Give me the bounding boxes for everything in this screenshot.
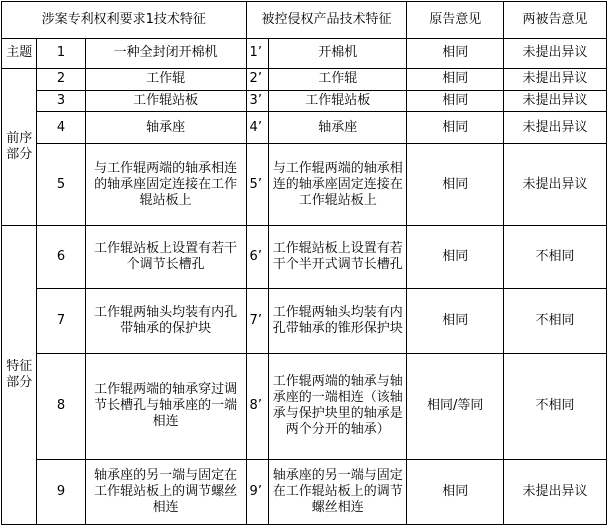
accused-feature: 工作辊两轴头均装有内孔带轴承的锥形保护块: [269, 288, 407, 353]
plaintiff-opinion: 相同: [407, 69, 504, 90]
accused-number: 2’: [246, 69, 269, 90]
claim-feature: 与工作辊两端的轴承相连的轴承座固定连接在工作辊站板上: [85, 144, 246, 225]
plaintiff-opinion: 相同: [407, 459, 504, 524]
accused-number: 8’: [246, 353, 269, 459]
claim-number: 6: [37, 225, 85, 288]
accused-feature: 工作辊两端的轴承与轴承座的一端相连（该轴承与保护块里的轴承是两个分开的轴承）: [269, 353, 407, 459]
claim-feature: 工作辊: [85, 69, 246, 90]
defendants-opinion: 未提出异议: [503, 38, 606, 69]
section-characterizing-line1: 特征: [6, 358, 33, 374]
section-characterizing-line2: 部分: [6, 374, 33, 390]
claim-feature: 工作辊两端的轴承穿过调节长槽孔与轴承座的一端相连: [85, 353, 246, 459]
accused-number: 4’: [246, 111, 269, 144]
accused-feature: 开棉机: [269, 38, 407, 69]
accused-feature: 工作辊站板上设置有若干个半开式调节长槽孔: [269, 225, 407, 288]
accused-feature: 轴承座: [269, 111, 407, 144]
accused-number: 3’: [246, 90, 269, 111]
claim-number: 1: [37, 38, 85, 69]
table-row: [2, 353, 607, 459]
defendants-opinion: 未提出异议: [503, 69, 606, 90]
accused-feature: 与工作辊两端的轴承相连的轴承座固定连接在工作辊站板上: [269, 144, 407, 225]
defendants-opinion: 不相同: [503, 225, 606, 288]
header-accused-feature: 被控侵权产品技术特征: [246, 2, 407, 39]
claim-feature: 一种全封闭开棉机: [85, 38, 246, 69]
table-row: [2, 90, 607, 111]
claim-number: 4: [37, 111, 85, 144]
defendants-opinion: 不相同: [503, 353, 606, 459]
section-subject: 主题: [2, 38, 37, 69]
plaintiff-opinion: 相同: [407, 90, 504, 111]
claim-feature: 轴承座的另一端与固定在工作辊站板上的调节螺丝相连: [85, 459, 246, 524]
table-row: [2, 225, 607, 288]
header-plaintiff-opinion: 原告意见: [407, 2, 504, 39]
defendants-opinion: 未提出异议: [503, 111, 606, 144]
claim-number: 8: [37, 353, 85, 459]
defendants-opinion: 未提出异议: [503, 144, 606, 225]
plaintiff-opinion: 相同: [407, 144, 504, 225]
header-claim-feature: 涉案专利权利要求1技术特征: [2, 2, 247, 39]
plaintiff-opinion: 相同: [407, 111, 504, 144]
claim-feature: 轴承座: [85, 111, 246, 144]
accused-feature: 工作辊站板: [269, 90, 407, 111]
accused-number: 6’: [246, 225, 269, 288]
section-preamble-line2: 部分: [6, 146, 33, 162]
table-row: [2, 288, 607, 353]
table-row: [2, 69, 607, 90]
section-preamble: [2, 69, 37, 226]
section-preamble-line1: 前序: [6, 130, 33, 146]
accused-number: 7’: [246, 288, 269, 353]
table-row: [2, 111, 607, 144]
defendants-opinion: 未提出异议: [503, 90, 606, 111]
defendants-opinion: 不相同: [503, 288, 606, 353]
claim-number: 3: [37, 90, 85, 111]
accused-feature: 工作辊: [269, 69, 407, 90]
table-row: [2, 459, 607, 524]
table-row: [2, 38, 607, 69]
claim-feature: 工作辊站板: [85, 90, 246, 111]
plaintiff-opinion: 相同: [407, 288, 504, 353]
claim-feature: 工作辊站板上设置有若干个调节长槽孔: [85, 225, 246, 288]
accused-number: 9’: [246, 459, 269, 524]
table-row: [2, 144, 607, 225]
claim-number: 9: [37, 459, 85, 524]
header-defendants-opinion: 两被告意见: [503, 2, 606, 39]
plaintiff-opinion: 相同: [407, 38, 504, 69]
feature-comparison-table: [1, 1, 607, 525]
plaintiff-opinion: 相同: [407, 225, 504, 288]
claim-number: 7: [37, 288, 85, 353]
accused-number: 5’: [246, 144, 269, 225]
claim-number: 2: [37, 69, 85, 90]
plaintiff-opinion: 相同/等同: [407, 353, 504, 459]
claim-feature: 工作辊两轴头均装有内孔带轴承的保护块: [85, 288, 246, 353]
accused-number: 1’: [246, 38, 269, 69]
header-row: [2, 2, 607, 39]
section-characterizing: [2, 225, 37, 524]
accused-feature: 轴承座的另一端与固定在工作辊站板上的调节螺丝相连: [269, 459, 407, 524]
claim-number: 5: [37, 144, 85, 225]
defendants-opinion: 未提出异议: [503, 459, 606, 524]
